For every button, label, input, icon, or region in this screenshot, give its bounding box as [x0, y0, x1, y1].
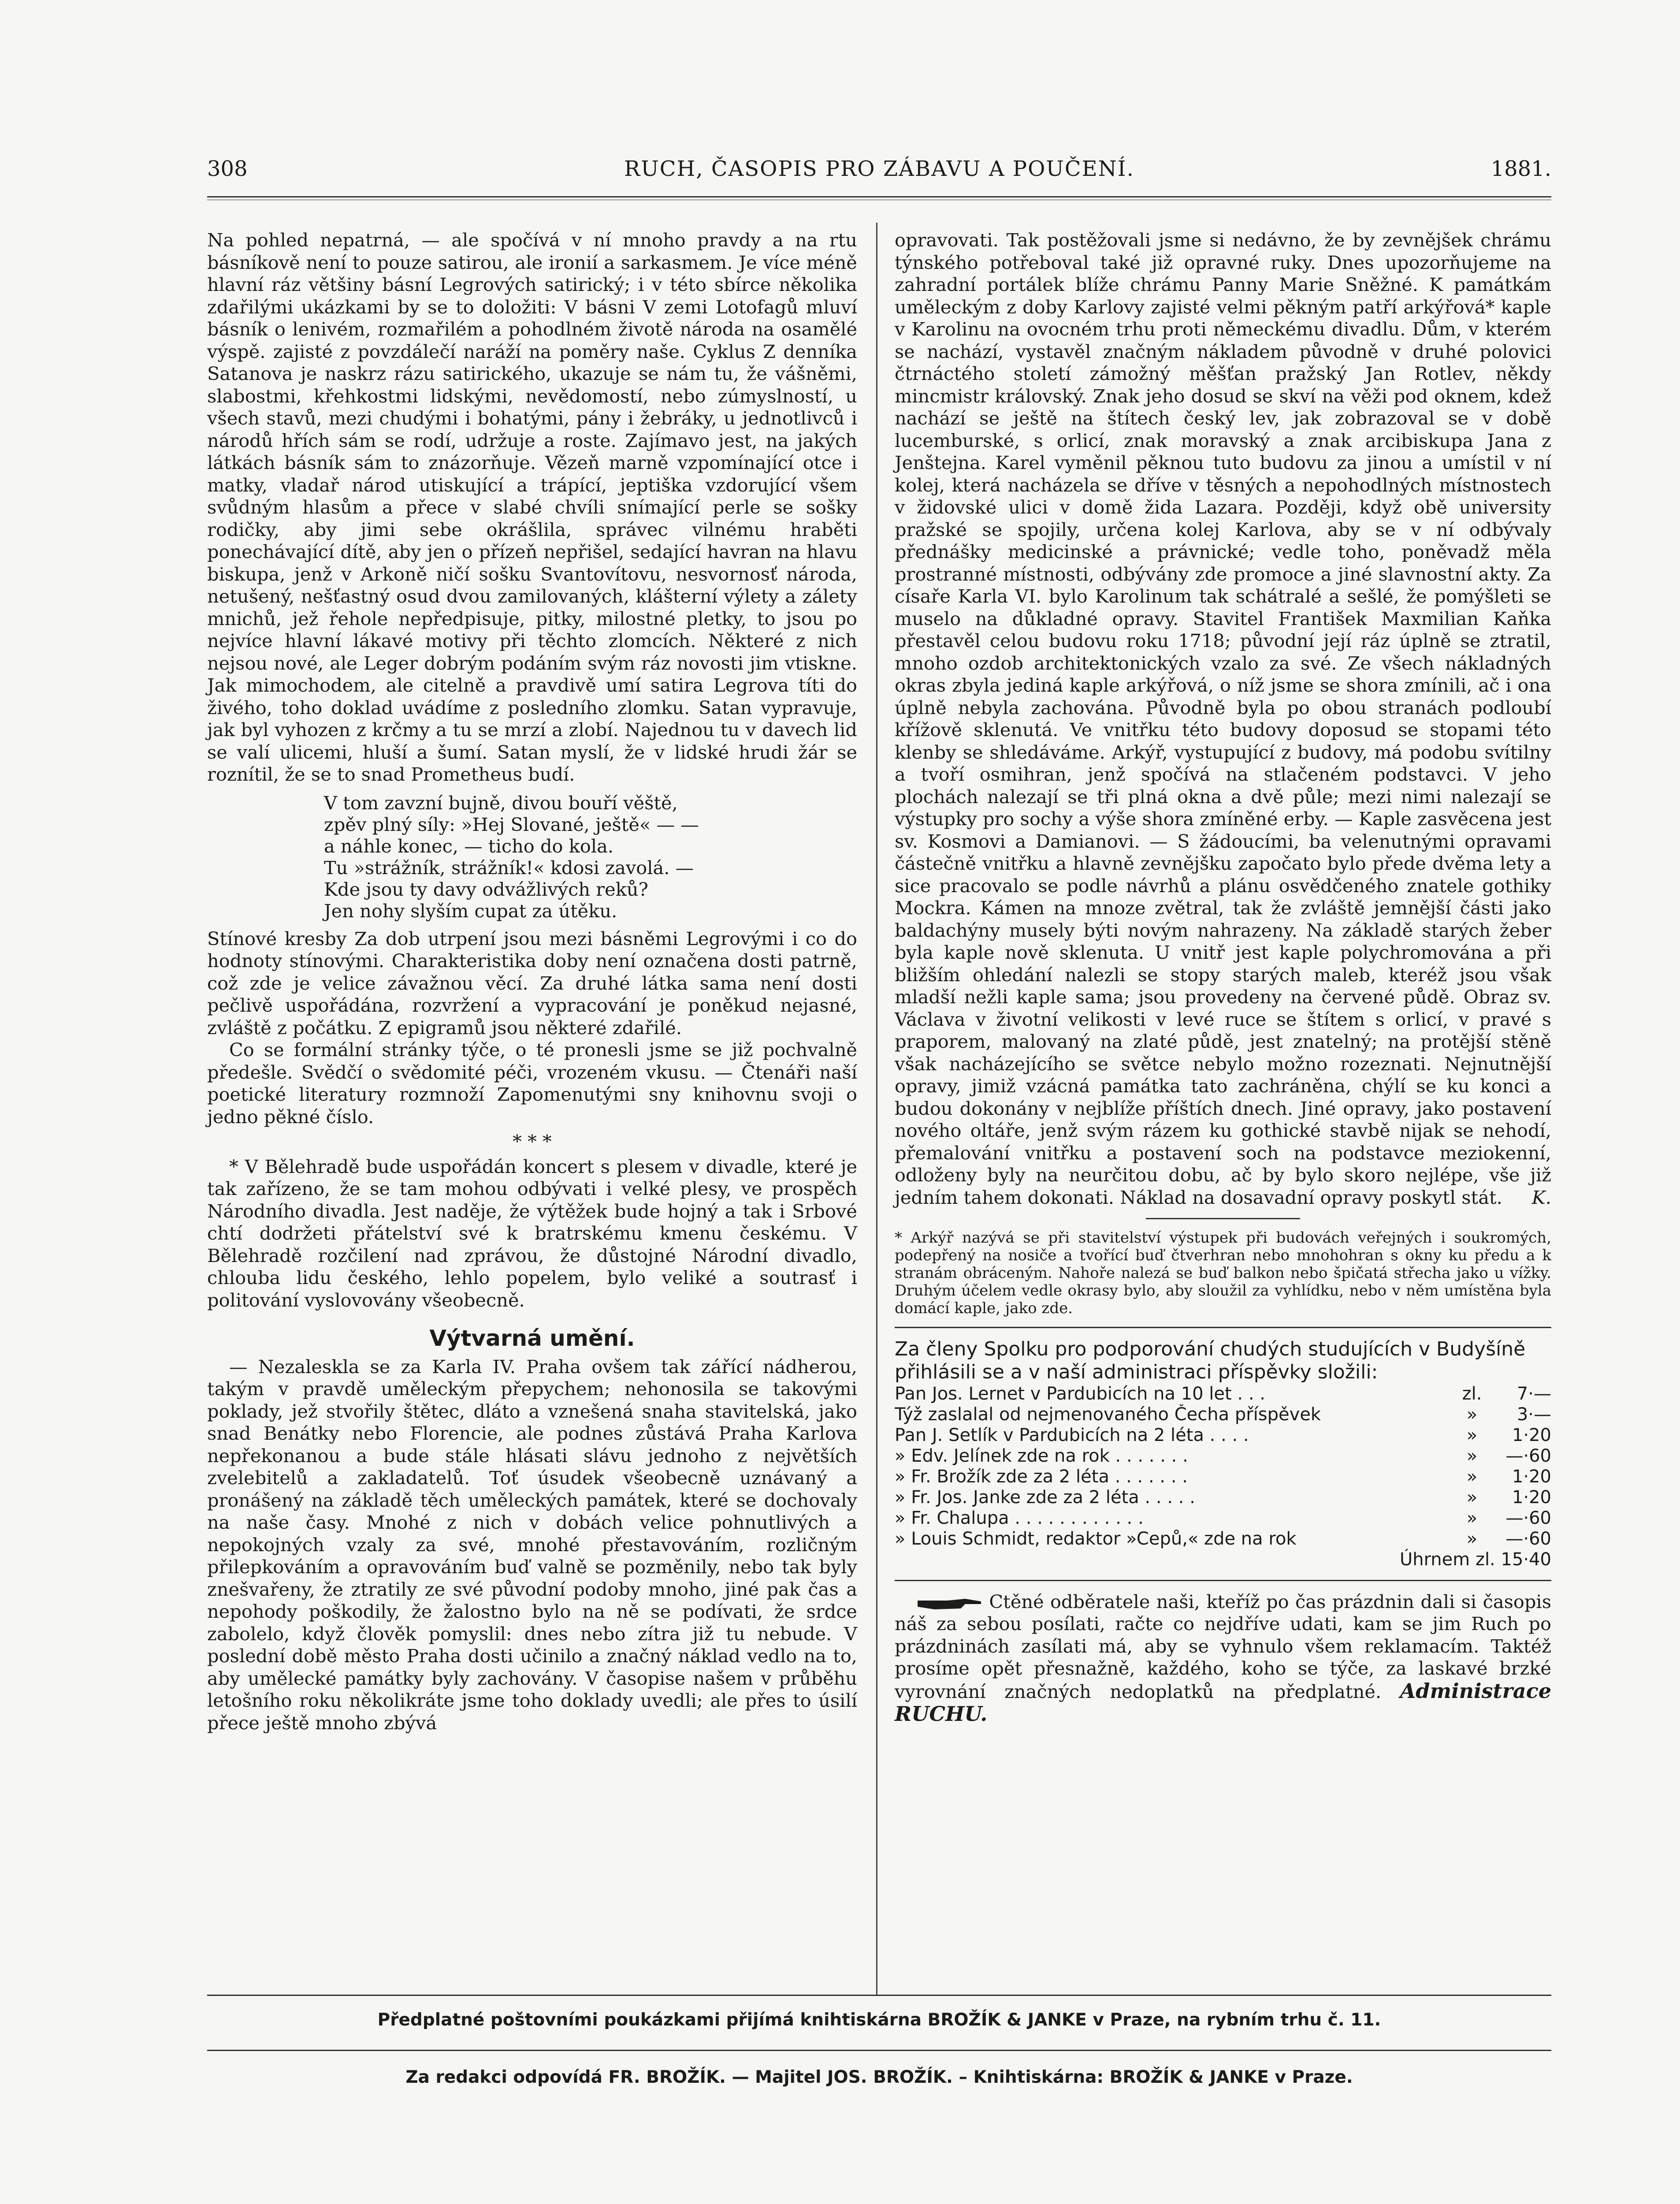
donation-currency: »	[1466, 1425, 1478, 1445]
page-number: 308	[207, 156, 248, 181]
list-item	[895, 1425, 1551, 1446]
notice	[895, 1591, 1551, 1726]
paragraph-stinove-kresby: Stínové kresby Za dob utrpení jsou mezi básněmi Legrovými i co do hodnoty stínovými. Charakteristika doby není označena dosti patrně, což zde je velice závažnou věcí. Za druhé látka sama není dosti pečlivě uspořádána, rozvržení a vypracování je poněkud nejasné, zvláště z počátku. Z epigramů jsou některé zdařilé.	[207, 927, 857, 1039]
section-rule	[895, 1580, 1551, 1581]
paragraph-karolinum: opravovati. Tak postěžovali jsme si nedávno, že by zevnějšek chrámu týnského potřeboval také již opravné ruky. Dnes upozorňujeme na zahradní portálek blíže chrámu Panny Marie Sněžné. K památkám uměleckým z doby Karlovy zajisté velmi pěkným patří arkýřová* kaple v Karolinu na ovocném trhu proti německému divadlu. Dům, v kterém se nachází, vystavěl značným nákladem původně v druhé polovici čtrnáctého století zámožný měšťan pražský Jan Rotlev, někdy mincmistr královský. Znak jeho dosud se skví na věži pod oknem, kdež nachází se ještě na štítech český lev, jak zobrazoval se v době lucemburské, s orlicí, znak moravský a znak arcibiskupa Jana z Jenštejna. Karel vyměnil pěknou tuto budovu za jinou a umístil v ní kolej, která nacházela se dříve v těsných a nepohodlných místnostech v židovské ulici v domě žida Lazara. Později, když obě university pražské se spojily, určena kolej Karlova, aby se v ní odbývaly přednášky medicinské a právnické; vedle toho, poněvadž měla prostranné místnosti, odbývány zde promoce a jiné slavnostní akty. Za císaře Karla VI. bylo Karolinum tak schátralé a sešlé, že pomýšleti se muselo na důkladné opravy. Stavitel František Maxmilian Kaňka přestavěl celou budovu roku 1718; původní její ráz úplně se ztratil, mnoho ozdob architektonických vzalo za své. Ze všech nákladných okras zbyla jediná kaple arkýřová, o níž jsme se shora zmínili, ač i ona úplně nebyla zachována. Původně byla po obou stranách podloubí křížově sklenutá. Ve vnitřku této budovy doposud se stopami této klenby se shledáváme. Arkýř, vystupující z budovy, má podobu svítilny a tvoří osmihran, jenž spočívá na stlačeném podstavci. V jeho plochách nalezají se tři plná okna a dvě půle; mezi nimi nalezají se výstupky pro sochy a výše shora zmíněné erby. — Kaple zasvěcena jest sv. Kosmovi a Damianovi. — S žádoucími, ba velenutnými opravami částečně vnitřku a hlavně zevnějšku započato bylo přede dvěma lety a sice pracovalo se podle návrhů a plánu osvědčeného znatele gothiky Mockra. Kámen na mnoze zvětral, tak že zvláště jemnější části jako baldachýny musely býti novým nahrazeny. Na základě starých žeber byla kaple nově sklenuta. U vnitř jest kaple polychromována a při bližším ohledání nalezli se stopy starých maleb, kteréž jsou však mladší nežli kaple sama; jsou provedeny na červené půdě. Obraz sv. Václava v životní velikosti v levé ruce se štítem s orlicí, v pravé s praporem, malovaný na zlaté půdě, jest znatelný; na protější stěně však nacházejícího se světce nebylo možno rozeznati. Nejnutnější opravy, jimiž vzácná památka tato zachráněna, chýlí se ku konci a budou dokonány v nejblíže příštích dnech. Jiné opravy, jako postavení nového oltáře, jenž svým rázem ku gothické stavbě nijak se nehodí, přemalování vnitřku a postavení soch na podstavce meziokenní, odloženy byly na neurčitou dobu, ač by bylo skoro nejlépe, vše již jedním tahem dokonati. Náklad na dosavadní opravy poskytl stát.	[895, 229, 1551, 1208]
header-rule	[207, 196, 1551, 197]
list-item	[895, 1529, 1551, 1549]
donation-currency: »	[1466, 1404, 1478, 1425]
donor-name: » Fr. Jos. Janke zde za 2 léta . . . . .	[895, 1487, 1195, 1508]
donation-currency: »	[1466, 1445, 1478, 1466]
donor-name: » Edv. Jelínek zde na rok . . . . . . .	[895, 1445, 1188, 1466]
donation-amount: 1·20	[1512, 1466, 1551, 1487]
donation-currency: »	[1466, 1528, 1478, 1549]
footer-rule	[207, 1995, 1551, 1996]
poem-line: Kde jsou ty davy odvážlivých reků?	[324, 878, 648, 900]
donation-amount: —·60	[1505, 1445, 1551, 1466]
donor-name: » Louis Schmidt, redaktor »Cepů,« zde na rok	[895, 1528, 1297, 1549]
left-column	[207, 229, 857, 1734]
section-stars: * * *	[513, 1131, 552, 1152]
year: 1881.	[1490, 156, 1551, 181]
donation-total: Úhrnem zl. 15·40	[1399, 1549, 1551, 1570]
donation-amount: 1·20	[1512, 1425, 1551, 1445]
paragraph-formal: Co se formální stránky týče, o té pronesli jsme se již pochvalně předešle. Svědčí o svědomité péči, vrozeném vkusu. — Čtenáři naší poetické literatury rozmnoží Zapomenutými sny knihovnu svoji o jedno pěkné číslo.	[207, 1039, 857, 1128]
paragraph-legr-satire: Na pohled nepatrná, — ale spočívá v ní mnoho pravdy a na rtu básníkově není to pouze satirou, ale ironií a sarkasmem. Je více méně hlavní ráz většiny básní Legrových satirický; i v této sbírce několika zdařilými ukázkami by se to doložiti: V básni V zemi Lotofagů mluví básník o lenivém, rozmařilém a pohodlném životě národa na osamělé výspě. zajisté z povzdálečí naráží na poměry naše. Cyklus Z denníka Satanova je naskrz rázu satirického, ukazuje se nám tu, že vášněmi, slabostmi, křehkostmi lidskými, nevědomostí, nebo zúmyslností, u všech stavů, mezi chudými i bohatými, pány i žebráky, u jednotlivců i národů hřích sám se rodí, udržuje a roste. Zajímavo jest, na jakých látkách básník sám to znázorňuje. Vězeň marně vzpomínající otce i matky, vladař národ utiskující a trápící, jeptiška vzdorující všem svůdným hlasům a přece v slabé chvíli snímající perle se sošky rodičky, aby jimi sebe okrášlila, správec vilnému hraběti ponechávající dítě, aby jen o přízeň nepřišel, sedající havran na hlavu biskupa, jenž v Arkoně ničí sošku Svantovítovu, nesvornosť národa, netušený, nešťastný osud dvou zamilovaných, klášterní výlety a zálety mnichů, jež řehole nepředpisuje, pitky, milostné pletky, to jsou po nejvíce hlavní lákavé motivy při těchto zlomcích. Některé z nich nejsou nové, ale Leger dobrým podáním svým ráz novosti jim vtiskne. Jak mimochodem, ale citelně a pravdivě umí satira Legrova títi do živého, toho doklad uvádíme z posledního zlomku. Satan vypravuje, jak byl vyhozen z krčmy a tu se mrzí a zlobí. Najednou tu v davech lid se valí ulicemi, hluší a šumí. Satan myslí, že v lidské hrudi žár se roznítil, že se to snad Prometheus budí.	[207, 229, 857, 785]
footer-rule-2	[207, 2050, 1551, 2051]
list-item	[895, 1487, 1551, 1508]
donation-currency: »	[1466, 1508, 1478, 1528]
list-item	[895, 1446, 1551, 1467]
article-signature: K.	[1531, 1187, 1551, 1208]
notice-signature: Administrace RUCHU.	[895, 1679, 1551, 1726]
paragraph-karel-iv: — Nezaleskla se za Karla IV. Praha ovšem tak zářící nádherou, takým v pravdě uměleckým přepychem; nehonosila se takovými poklady, jež stvořily štětec, dláto a vznešená snaha stavitelská, jako snad Benátky nebo Florencie, ale podnes zůstává Praha Karlova nepřekonanou a bude stále hlásati slávu jednoho z největších zvelebitelů a zakladatelů. Toť úsudek všeobecně uznávaný a pronášený na základě těch uměleckých památek, které se dochovaly na naše časy. Mnohé z nich v dobách velice pohnutlivých a nepokojných vzaly za své, mnohé přestavováním, rozličným přilepkováním a opravováním buď valně se pozměnily, nebo tak byly znešvařeny, že ztratily ze své původní podoby mnoho, jiné pak čas a nepohody poškodily, že žalostno bylo na ně se podívati, že srdce zabolelo, když člověk pomyslil: dnes nebo zítra již tu nebude. V poslední době město Praha dosti učinilo a značný náklad vedlo na to, aby umělecké památky byly zachovány. V časopise našem v průběhu letošního roku několikráte jsme toho doklady uvedli; ale přes to úsilí přece ještě mnoho zbývá	[207, 1355, 857, 1734]
section-title: Výtvarná umění.	[429, 1325, 635, 1351]
list-item	[895, 1508, 1551, 1529]
donation-currency: »	[1466, 1487, 1478, 1508]
donor-name: » Fr. Chalupa . . . . . . . . . . . .	[895, 1508, 1144, 1528]
page-header	[207, 156, 1551, 187]
running-title: RUCH, ČASOPIS PRO ZÁBAVU A POUČENÍ.	[624, 156, 1134, 181]
list-item	[895, 1404, 1551, 1425]
poem-line: Jen nohy slyším cupat za útěku.	[324, 900, 617, 922]
poem-line: zpěv plný síly: »Hej Slované, ještě« — —	[324, 813, 699, 835]
pointing-hand-icon	[917, 1594, 983, 1612]
donation-amount: —·60	[1505, 1528, 1551, 1549]
donation-list	[895, 1384, 1551, 1549]
footnote: * Arkýř nazývá se při stavitelství výstupek při budovách veřejných i soukromých, podepřený na nosiče a tvořící buď čtverhran nebo mnohohran s okny ku předu a k stranám obráceným. Nahoře nalezá se buď balkon nebo špičatá střecha jako u vížky. Druhým účelem vedle okrasy bylo, aby sloužil za vyhlídku, nebo v něm umístěna byla domácí kaple, jako zde.	[895, 1229, 1551, 1317]
paragraph-belehrad: * V Bělehradě bude uspořádán koncert s plesem v divadle, které je tak zařízeno, že se tam mohou odbývati i velké plesy, ve prospěch Národního divadla. Jest naděje, že výtěžek bude hojný a tak i Srbové chtí dodržeti přátelství své k bratrskému kmenu českému. V Bělehradě rozčilení nad zprávou, že důstojné Národní divadlo, chlouba lidu českého, lehlo popelem, bylo veliké a soutrasť i politování vyslovovány všeobecně.	[207, 1155, 857, 1311]
footer-imprint: Za redakci odpovídá FR. BROŽÍK. — Majitel JOS. BROŽÍK. – Knihtiskárna: BROŽÍK & JANKE v Praze.	[405, 2067, 1353, 2087]
poem	[324, 792, 857, 922]
donation-amount: 1·20	[1512, 1487, 1551, 1508]
donor-name: » Fr. Brožík zde za 2 léta . . . . . . .	[895, 1466, 1188, 1487]
donation-amount: —·60	[1505, 1508, 1551, 1528]
list-item	[895, 1384, 1551, 1404]
donor-name: Pan J. Setlík v Pardubicích na 2 léta . . . .	[895, 1425, 1249, 1445]
donation-amount: 3·—	[1516, 1404, 1551, 1425]
footer-subscription: Předplatné poštovními poukázkami přijímá knihtiskárna BROŽÍK & JANKE v Praze, na rybním trhu č. 11.	[377, 2010, 1381, 2030]
donor-name: Týž zaslalal od nejmenovaného Čecha příspěvek	[895, 1404, 1321, 1425]
donor-name: Pan Jos. Lernet v Pardubicích na 10 let . . .	[895, 1383, 1265, 1404]
section-rule	[895, 1327, 1551, 1328]
poem-line: V tom zavzní bujně, divou bouří věště,	[324, 792, 678, 814]
right-column	[895, 229, 1551, 1726]
donation-list-title: Za členy Spolku pro podporování chudých studujících v Budyšíně přihlásili se a v naší administraci příspěvky složili:	[895, 1337, 1526, 1383]
donation-amount: 7·—	[1516, 1383, 1551, 1404]
donation-currency: »	[1466, 1466, 1478, 1487]
poem-line: a náhle konec, — ticho do kola.	[324, 835, 614, 857]
column-divider	[876, 223, 877, 1995]
poem-line: Tu »strážník, strážník!« kdosi zavolá. —	[324, 856, 694, 879]
footnote-rule	[1146, 1218, 1300, 1219]
list-item	[895, 1467, 1551, 1487]
donation-currency: zl.	[1462, 1383, 1482, 1404]
notice-text: Ctěné odběratele naši, kteříž po čas prázdnin dali si časopis náš za sebou posílati, račte co nejdříve udati, kam se jim Ruch po prázdninách zasílati má, aby se vyhnulo všem reklamacím. Taktéž prosíme opět přesnažně, každého, koho se týče, za laskavé brzké vyrovnání značných nedoplatků na předplatné.	[895, 1590, 1551, 1702]
